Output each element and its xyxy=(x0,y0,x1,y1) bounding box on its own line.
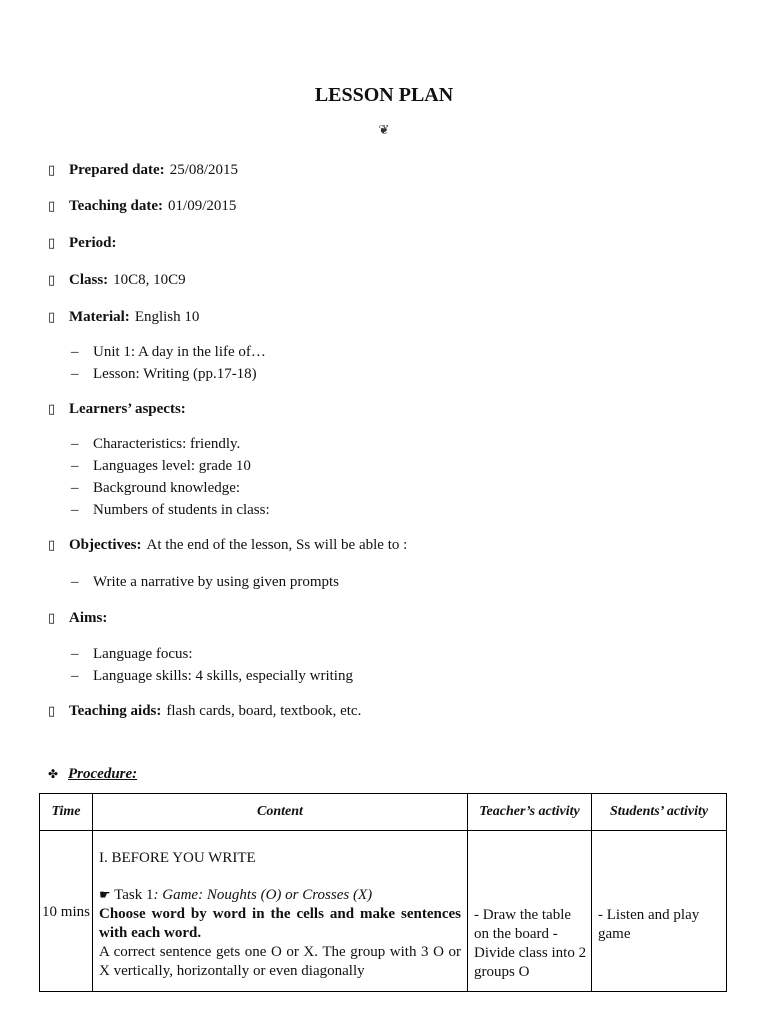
task-label: Task 1 xyxy=(114,887,154,903)
procedure-label: Procedure: xyxy=(68,766,138,782)
page-title: LESSON PLAN xyxy=(314,84,454,106)
header-teacher-activity: Teacher’s activity xyxy=(468,794,592,831)
ornament-icon: ❦ xyxy=(378,122,390,137)
learners-sub-item: – Numbers of students in class: xyxy=(71,502,270,518)
task-instruction: Choose word by word in the cells and make sentences with each word. xyxy=(99,906,461,941)
period-item xyxy=(48,233,121,254)
objectives-item xyxy=(48,535,407,556)
learners-label: Learners’ aspects: xyxy=(69,401,186,417)
task-rule: A correct sentence gets one O or X. The group with 3 O or X vertically, horizontally or even diagonally xyxy=(99,944,461,979)
header-students-activity: Students’ activity xyxy=(592,794,727,831)
students-activity-cell: - Listen and play game xyxy=(592,831,727,992)
material-value: English 10 xyxy=(134,309,200,325)
bullet-icon: ▯ xyxy=(48,163,56,178)
learners-sub-item: – Characteristics: friendly. xyxy=(71,436,241,452)
header-time: Time xyxy=(40,794,93,831)
learners-sub-item: – Languages level: grade 10 xyxy=(71,458,251,474)
aims-sub-item: – Language focus: xyxy=(71,646,193,662)
learners-sub-item: – Background knowledge: xyxy=(71,480,241,496)
class-value: 10C8, 10C9 xyxy=(113,272,186,288)
pointing-hand-icon: ☛ xyxy=(99,888,111,903)
task-heading xyxy=(99,886,461,905)
bullet-icon: ▯ xyxy=(48,199,56,214)
procedure-heading xyxy=(48,766,137,783)
prepared-date-label: Prepared date: xyxy=(69,162,165,178)
header-content: Content xyxy=(93,794,468,831)
bullet-icon: ▯ xyxy=(48,402,56,417)
teaching-aids-label: Teaching aids: xyxy=(69,703,162,719)
material-sub-item: – Lesson: Writing (pp.17-18) xyxy=(71,366,257,382)
objectives-sub-item: – Write a narrative by using given prompts xyxy=(71,574,339,590)
time-cell: 10 mins xyxy=(40,831,93,992)
material-sub-item: – Unit 1: A day in the life of… xyxy=(71,344,266,360)
content-cell xyxy=(93,831,468,992)
procedure-icon: ✤ xyxy=(48,767,59,781)
table-row xyxy=(40,831,727,992)
teaching-aids-item xyxy=(48,701,361,722)
teaching-date-value: 01/09/2015 xyxy=(168,198,237,214)
objectives-label: Objectives: xyxy=(69,537,142,553)
teaching-date-item xyxy=(48,196,236,217)
teaching-aids-value: flash cards, board, textbook, etc. xyxy=(166,703,362,719)
class-item xyxy=(48,270,186,291)
bullet-icon: ▯ xyxy=(48,310,56,325)
bullet-icon: ▯ xyxy=(48,273,56,288)
bullet-icon: ▯ xyxy=(48,538,56,553)
period-label: Period: xyxy=(69,235,117,251)
material-item xyxy=(48,307,199,328)
class-label: Class: xyxy=(69,272,109,288)
prepared-date-value: 25/08/2015 xyxy=(169,162,239,178)
section-heading: I. BEFORE YOU WRITE xyxy=(99,850,256,866)
material-label: Material: xyxy=(69,309,130,325)
prepared-date-item xyxy=(48,160,238,181)
procedure-table xyxy=(39,793,727,992)
teacher-activity-cell: - Draw the table on the board - Divide class into 2 groups O xyxy=(468,831,592,992)
aims-item xyxy=(48,608,112,629)
bullet-icon: ▯ xyxy=(48,236,56,251)
task-title: : Game: Noughts (O) or Crosses (X) xyxy=(153,887,373,903)
objectives-value: At the end of the lesson, Ss will be able to : xyxy=(146,537,408,553)
bullet-icon: ▯ xyxy=(48,704,56,719)
bullet-icon: ▯ xyxy=(48,611,56,626)
teaching-date-label: Teaching date: xyxy=(69,198,164,214)
aims-sub-item: – Language skills: 4 skills, especially writing xyxy=(71,668,353,684)
aims-label: Aims: xyxy=(69,610,108,626)
learners-item xyxy=(48,399,191,420)
table-header-row xyxy=(40,794,727,831)
